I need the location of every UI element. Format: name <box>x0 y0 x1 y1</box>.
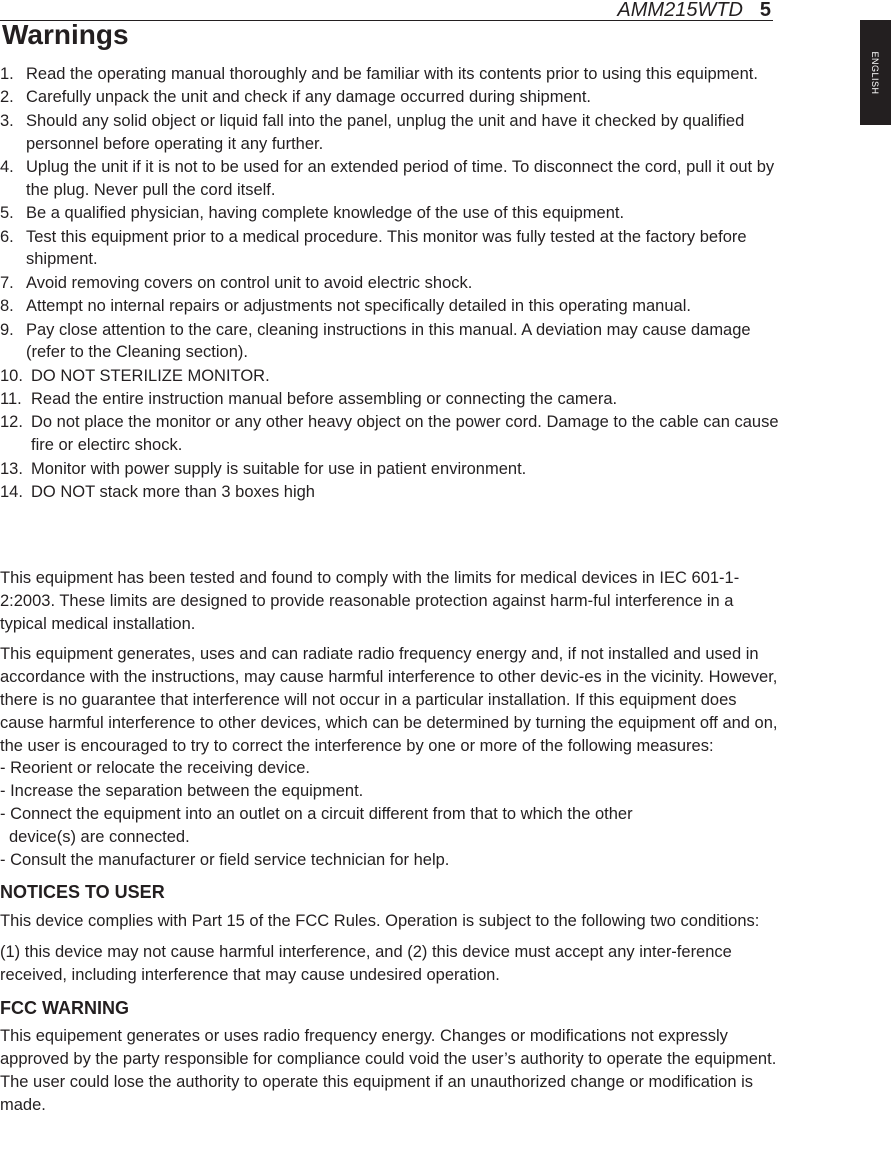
measure-item: - Increase the separation between the equipment. <box>0 782 364 801</box>
warning-number: 4. <box>0 157 14 176</box>
warning-item <box>0 110 780 156</box>
warning-number: 3. <box>0 111 14 130</box>
warning-number: 14. <box>0 483 23 502</box>
warning-item <box>0 388 780 411</box>
warning-text: Uplug the unit if it is not to be used for an extended period of time. To disconnect the cord, pull it out by the plug. Never pull the cord itself. <box>26 157 775 199</box>
warning-number: 6. <box>0 227 14 246</box>
warning-text: Do not place the monitor or any other heavy object on the power cord. Damage to the cable can cause fire or electirc shock. <box>31 413 779 455</box>
language-tab-label: ENGLISH <box>870 51 880 95</box>
warning-text: Monitor with power supply is suitable for use in patient environment. <box>31 459 527 478</box>
warning-text: DO NOT STERILIZE MONITOR. <box>31 366 270 385</box>
warning-text: DO NOT stack more than 3 boxes high <box>31 483 315 502</box>
warning-number: 2. <box>0 88 14 107</box>
warning-number: 10. <box>0 366 23 385</box>
notices-heading: NOTICES TO USER <box>0 882 165 903</box>
page-title: Warnings <box>2 19 129 50</box>
warning-item <box>0 202 780 225</box>
warning-item <box>0 63 780 86</box>
warning-number: 5. <box>0 204 14 223</box>
language-tab <box>860 20 891 125</box>
warnings-list <box>0 63 780 504</box>
warning-item <box>0 156 780 202</box>
fcc-heading: FCC WARNING <box>0 997 129 1018</box>
measure-item: device(s) are connected. <box>9 827 190 846</box>
warning-text: Should any solid object or liquid fall into the panel, unplug the unit and have it checked by qualified personnel before operating it any further. <box>26 111 745 153</box>
notices-paragraph: (1) this device may not cause harmful interference, and (2) this device must accept any inter-ference received, including interference that may cause undesired operation. <box>0 942 732 984</box>
notices-paragraph: This device complies with Part 15 of the FCC Rules. Operation is subject to the following two conditions: <box>0 912 760 931</box>
warning-number: 9. <box>0 320 14 339</box>
fcc-paragraph: This equipement generates or uses radio frequency energy. Changes or modifications not expressly approved by the party responsible for compliance could void the user’s authority to operate the equipment. The user could lose the authority to operate this equipment if an unauthorized change or modification is made. <box>0 1027 777 1114</box>
measure-item: - Consult the manufacturer or field service technician for help. <box>0 850 450 869</box>
compliance-paragraph: This equipment generates, uses and can radiate radio frequency energy and, if not installed and used in accordance with the instructions, may cause harmful interference to other devic-es in the vicinity. However, there is no guarantee that interference will not occur in a particular installation. If this equipment does cause harmful interference to other devices, which can be determined by turning the equipment off and on, the user is encouraged to try to correct the interference by one or more of the following measures: <box>0 645 778 755</box>
warning-number: 11. <box>0 390 22 409</box>
warning-item <box>0 458 780 481</box>
warning-item <box>0 86 780 109</box>
warning-number: 13. <box>0 459 23 478</box>
compliance-paragraph: This equipment has been tested and found to comply with the limits for medical devices in IEC 601-1-2:2003. These limits are designed to provide reasonable protection against harm-ful interference in a typical medical installation. <box>0 569 740 633</box>
measure-item: - Connect the equipment into an outlet on a circuit different from that to which the other <box>0 804 633 823</box>
measure-item: - Reorient or relocate the receiving device. <box>0 759 310 778</box>
model-number: AMM215WTD <box>617 0 743 21</box>
warning-item <box>0 365 780 388</box>
warning-text: Pay close attention to the care, cleaning instructions in this manual. A deviation may cause damage (refer to the Cleaning section). <box>26 320 751 362</box>
warning-text: Be a qualified physician, having complete knowledge of the use of this equipment. <box>26 204 625 223</box>
page-number: 5 <box>759 0 771 21</box>
warning-text: Avoid removing covers on control unit to avoid electric shock. <box>26 273 473 292</box>
warning-item <box>0 411 780 457</box>
page-header <box>0 0 773 21</box>
compliance-section <box>0 567 780 1125</box>
warning-item <box>0 481 780 504</box>
warning-number: 8. <box>0 297 14 316</box>
warning-text: Carefully unpack the unit and check if any damage occurred during shipment. <box>26 88 591 107</box>
warning-number: 1. <box>0 65 14 83</box>
warning-text: Read the entire instruction manual before assembling or connecting the camera. <box>31 390 618 409</box>
warning-text: Test this equipment prior to a medical procedure. This monitor was fully tested at the factory before shipment. <box>26 227 747 269</box>
warning-text: Attempt no internal repairs or adjustments not specifically detailed in this operating manual. <box>26 297 691 316</box>
warning-item <box>0 319 780 365</box>
warning-item <box>0 272 780 295</box>
warning-item <box>0 226 780 272</box>
warning-number: 7. <box>0 273 14 292</box>
warning-item <box>0 295 780 318</box>
warning-text: Read the operating manual thoroughly and be familiar with its contents prior to using this equipment. <box>26 65 758 83</box>
warning-number: 12. <box>0 413 23 432</box>
